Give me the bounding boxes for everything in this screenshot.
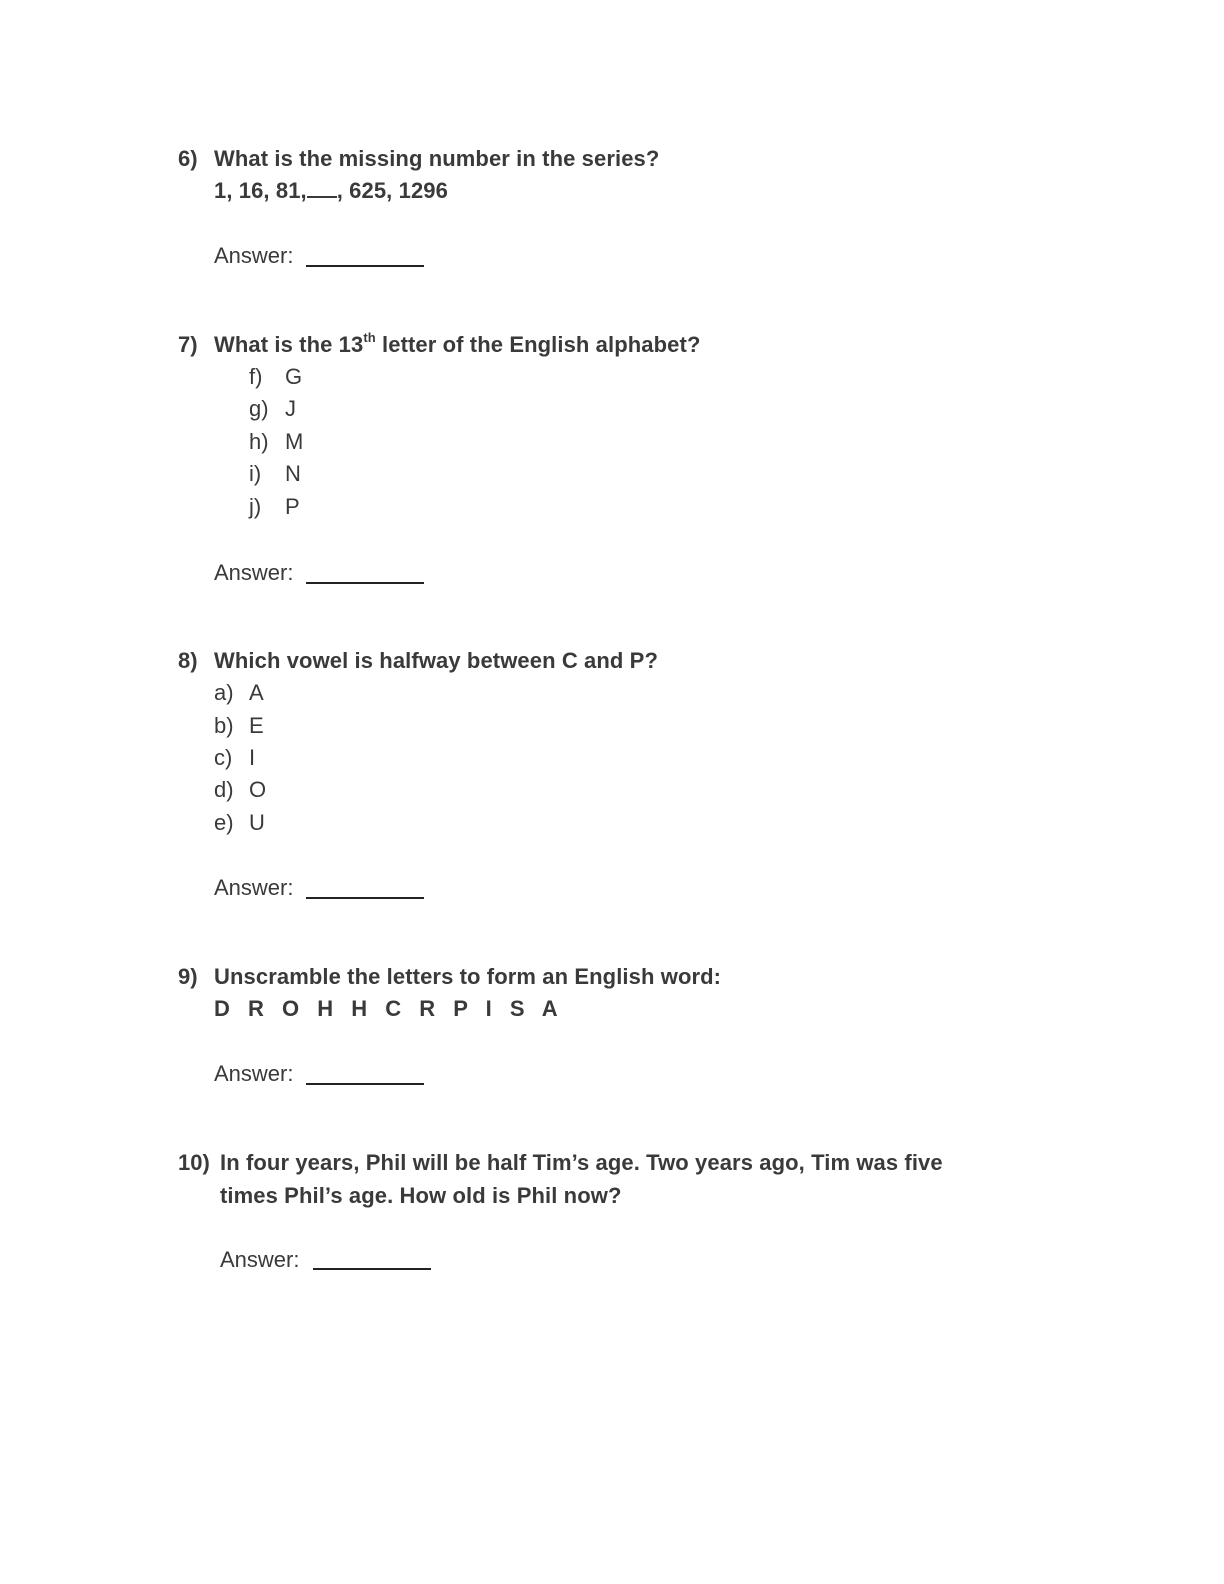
option-letter: j): [249, 494, 262, 519]
question-number: 9): [178, 964, 198, 989]
question-text: [214, 332, 700, 358]
answer-line[interactable]: [306, 582, 424, 584]
series-blank: [307, 178, 337, 198]
option-letter: a): [214, 680, 234, 705]
option-value: J: [285, 396, 296, 421]
option-value: A: [249, 680, 264, 705]
answer-line[interactable]: [313, 1268, 431, 1270]
question-number: 10): [178, 1150, 210, 1175]
number-series: [214, 178, 448, 204]
option-value: E: [249, 713, 264, 738]
option-value: I: [249, 745, 256, 770]
answer-label: Answer:: [214, 243, 294, 268]
question-text-part: What is the 13: [214, 332, 364, 357]
option-letter: f): [249, 364, 263, 389]
question-number: 7): [178, 332, 198, 357]
answer-label: Answer:: [214, 1061, 294, 1086]
option-letter: h): [249, 429, 269, 454]
option-value: O: [249, 777, 267, 802]
option-value: P: [285, 494, 300, 519]
scrambled-letters: D R O H H C R P I S A: [214, 996, 564, 1021]
option-letter: g): [249, 396, 269, 421]
question-number: 8): [178, 648, 198, 673]
series-start: 1, 16, 81,: [214, 178, 307, 203]
option-value: G: [285, 364, 303, 389]
answer-line[interactable]: [306, 897, 424, 899]
question-text-line-2: times Phil’s age. How old is Phil now?: [220, 1183, 622, 1208]
answer-line[interactable]: [306, 265, 424, 267]
option-value: N: [285, 461, 301, 486]
option-value: U: [249, 810, 265, 835]
answer-label: Answer:: [214, 875, 294, 900]
answer-line[interactable]: [306, 1083, 424, 1085]
answer-label: Answer:: [214, 560, 294, 585]
option-value: M: [285, 429, 304, 454]
question-number: 6): [178, 146, 198, 171]
ordinal-suffix: th: [363, 330, 376, 345]
question-text: Unscramble the letters to form an English word:: [214, 964, 722, 989]
question-text-line-1: In four years, Phil will be half Tim’s age. Two years ago, Tim was five: [220, 1150, 943, 1175]
option-letter: e): [214, 810, 234, 835]
option-letter: i): [249, 461, 262, 486]
option-letter: c): [214, 745, 233, 770]
option-letter: b): [214, 713, 234, 738]
question-text: What is the missing number in the series?: [214, 146, 660, 171]
answer-label: Answer:: [220, 1247, 300, 1272]
question-text: Which vowel is halfway between C and P?: [214, 648, 658, 673]
question-text-part: letter of the English alphabet?: [375, 332, 701, 357]
option-letter: d): [214, 777, 234, 802]
series-end: , 625, 1296: [336, 178, 448, 203]
